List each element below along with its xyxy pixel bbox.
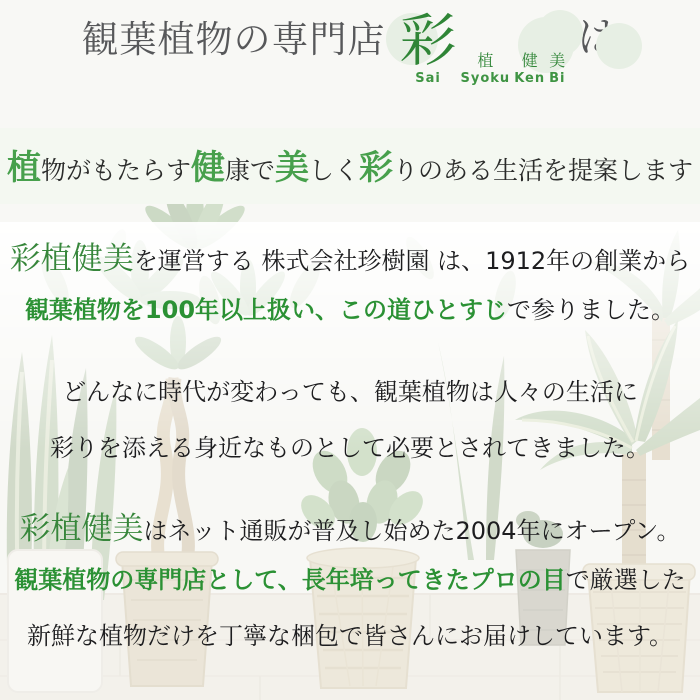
body-text-line (0, 508, 700, 551)
body-text: を運営する (133, 247, 262, 275)
tagline (0, 140, 700, 189)
tagline-segment: 康で (224, 156, 275, 185)
brand-logo-romaji: Bi (549, 71, 566, 87)
body-text: 新鮮な植物だけを丁寧な梱包で皆さんにお届けしています。 (26, 622, 674, 650)
brand-logo-char (547, 50, 567, 87)
brand-logo-char (459, 50, 513, 87)
logo-accent-circle (596, 23, 642, 69)
body-text: で参りました。 (507, 296, 676, 324)
tagline-segment: りのある生活を提案します (393, 156, 694, 185)
body-text-line (0, 564, 700, 598)
brand-logo (398, 8, 568, 87)
body-text: どんなに時代が変わっても、観葉植物は人々の生活に (62, 378, 638, 406)
brand-logo-romaji: Sai (415, 71, 441, 87)
brand-logo-char (398, 8, 459, 87)
brand-logo-romaji: Ken (514, 71, 546, 87)
shop-type-label: 観葉植物の専門店 (81, 18, 386, 62)
body-text: で厳選した (565, 566, 686, 594)
highlight-text: 観葉植物を100年以上扱い、この道ひとすじ (24, 296, 508, 324)
body-text: はネット通販が普及し始めた2004年にオープン。 (143, 517, 681, 545)
brand-name-text: 彩植健美 (19, 511, 144, 547)
tagline-segment: 美 (275, 148, 309, 188)
company-name-text: 株式会社珍樹園 (261, 247, 430, 275)
tagline-segment: 健 (190, 148, 225, 188)
highlight-text: 観葉植物の専門店として、長年培ってきたプロの目 (14, 566, 566, 594)
body-text-line (0, 620, 700, 654)
body-text-line (0, 238, 700, 281)
body-text-line (0, 294, 700, 328)
tagline-segment: 植 (6, 148, 41, 188)
tagline-segment: 彩 (359, 148, 394, 188)
brand-kanji: 植 (477, 50, 494, 70)
tagline-segment: 物がもたらす (40, 156, 191, 185)
body-text: は、1912年の創業から (429, 247, 691, 275)
body-text: 彩りを添える身近なものとして必要とされてきました。 (50, 434, 650, 462)
brand-kanji: 美 (549, 50, 566, 70)
brand-name-text: 彩植健美 (9, 241, 134, 277)
body-text-line (0, 376, 700, 410)
tagline-segment: しく (309, 156, 360, 185)
header-title-line (0, 8, 700, 87)
brand-kanji: 健 (521, 50, 538, 70)
brand-logo-romaji: Syoku (460, 71, 511, 87)
body-text-line (0, 432, 700, 466)
brand-logo-char (512, 50, 547, 87)
brand-kanji: 彩 (399, 8, 457, 74)
